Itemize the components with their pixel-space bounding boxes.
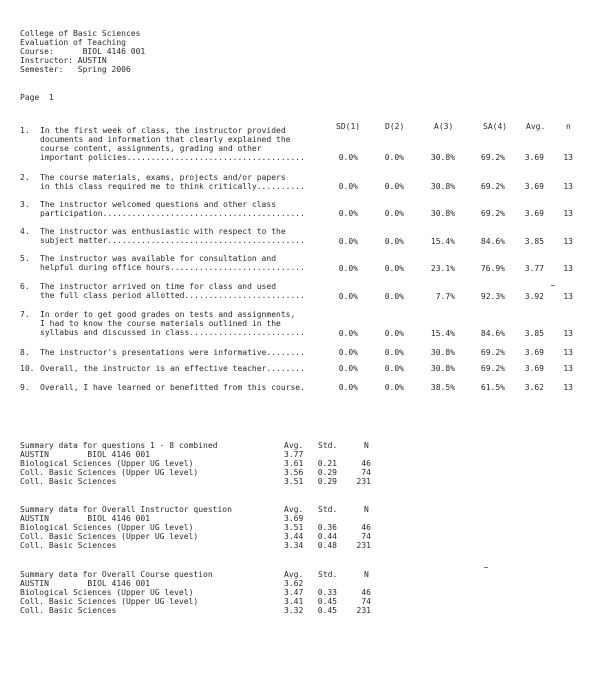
value-d: 0.0% — [384, 209, 404, 218]
value-sd: 0.0% — [338, 292, 358, 301]
value-d: 0.0% — [384, 153, 404, 162]
value-sa: 69.2% — [480, 153, 505, 162]
value-n: 13 — [563, 383, 573, 392]
summary-row-n: 231 — [356, 606, 371, 615]
summary-row-label: AUSTIN BIOL 4146 001 — [20, 514, 151, 523]
summary-row-label: Coll. Basic Sciences — [20, 606, 117, 615]
summary-row-std: 0.29 — [317, 477, 337, 486]
question-text: Overall, the instructor is an effective teacher........ — [40, 364, 305, 373]
summary-col-n: N — [364, 505, 369, 514]
value-sd: 0.0% — [338, 264, 358, 273]
value-d: 0.0% — [384, 329, 404, 338]
question-number: 6. — [20, 282, 30, 291]
summary-row-avg: 3.34 — [284, 541, 304, 550]
summary-row-label: Coll. Basic Sciences — [20, 477, 117, 486]
value-n: 13 — [563, 264, 573, 273]
summary-col-std: Std. — [318, 441, 338, 450]
summary-row-label: Coll. Basic Sciences — [20, 541, 117, 550]
summary-col-std: Std. — [318, 570, 338, 579]
question-text: The course materials, exams, projects and/or papers — [40, 173, 286, 182]
question-number: 8. — [20, 348, 30, 357]
question-number: 7. — [20, 310, 30, 319]
summary-title: Summary data for Overall Course question — [20, 570, 213, 579]
summary-row-avg: 3.47 — [284, 588, 304, 597]
value-avg: 3.85 — [524, 237, 544, 246]
value-a: 30.8% — [430, 153, 455, 162]
summary-row-label: Biological Sciences (Upper UG level) — [20, 588, 194, 597]
summary-col-avg: Avg. — [284, 570, 304, 579]
summary-title: Summary data for Overall Instructor question — [20, 505, 232, 514]
value-d: 0.0% — [384, 237, 404, 246]
col-sa: SA(4) — [483, 122, 508, 131]
value-sd: 0.0% — [338, 182, 358, 191]
value-a: 15.4% — [430, 237, 455, 246]
value-sa: 69.2% — [480, 182, 505, 191]
question-text: helpful during office hours............................ — [40, 263, 305, 272]
value-n: 13 — [563, 348, 573, 357]
value-sa: 69.2% — [480, 209, 505, 218]
question-text: The instructor's presentations were informative........ — [40, 348, 305, 357]
value-a: 7.7% — [435, 292, 455, 301]
summary-row-n: 74 — [361, 468, 371, 477]
summary-row-avg: 3.61 — [284, 459, 304, 468]
question-text: syllabus and discussed in class........................ — [40, 328, 305, 337]
question-number: 2. — [20, 173, 30, 182]
page-number: Page 1 — [20, 93, 54, 102]
summary-row-std: 0.33 — [317, 588, 337, 597]
summary-row-n: 46 — [361, 459, 371, 468]
value-avg: 3.69 — [524, 182, 544, 191]
question-text: The instructor welcomed questions and other class — [40, 200, 277, 209]
summary-col-avg: Avg. — [284, 441, 304, 450]
value-sd: 0.0% — [338, 329, 358, 338]
summary-row-avg: 3.51 — [284, 477, 304, 486]
summary-row-label: AUSTIN BIOL 4146 001 — [20, 450, 151, 459]
summary-row-n: 46 — [361, 588, 371, 597]
value-sd: 0.0% — [338, 209, 358, 218]
value-avg: 3.77 — [524, 264, 544, 273]
value-d: 0.0% — [384, 182, 404, 191]
col-avg: Avg. — [526, 122, 546, 131]
value-n: 13 — [563, 292, 573, 301]
summary-row-avg: 3.56 — [284, 468, 304, 477]
summary-col-n: N — [364, 570, 369, 579]
summary-row-std: 0.36 — [317, 523, 337, 532]
value-sd: 0.0% — [338, 364, 358, 373]
value-sd: 0.0% — [338, 153, 358, 162]
scan-mark — [484, 567, 488, 568]
value-n: 13 — [563, 329, 573, 338]
value-sd: 0.0% — [338, 348, 358, 357]
summary-row-avg: 3.51 — [284, 523, 304, 532]
value-sa: 69.2% — [480, 348, 505, 357]
value-sa: 84.6% — [480, 329, 505, 338]
question-text: The instructor was available for consultation and — [40, 254, 277, 263]
summary-row-label: Biological Sciences (Upper UG level) — [20, 523, 194, 532]
question-number: 1. — [20, 126, 30, 135]
value-d: 0.0% — [384, 264, 404, 273]
summary-row-avg: 3.69 — [284, 514, 304, 523]
summary-row-n: 231 — [356, 541, 371, 550]
summary-row-std: 0.48 — [317, 541, 337, 550]
question-number: 10. — [20, 364, 35, 373]
value-a: 30.8% — [430, 348, 455, 357]
value-sa: 69.2% — [480, 364, 505, 373]
value-d: 0.0% — [384, 348, 404, 357]
value-a: 30.8% — [430, 209, 455, 218]
summary-row-n: 74 — [361, 597, 371, 606]
summary-row-label: AUSTIN BIOL 4146 001 — [20, 579, 151, 588]
question-text: important policies..................................... — [40, 153, 305, 162]
col-a: A(3) — [434, 122, 454, 131]
value-sa: 61.5% — [480, 383, 505, 392]
question-number: 5. — [20, 254, 30, 263]
course-line: Course: BIOL 4146 001 — [20, 47, 146, 56]
value-sa: 76.9% — [480, 264, 505, 273]
col-d: D(2) — [385, 122, 405, 131]
summary-row-avg: 3.44 — [284, 532, 304, 541]
value-avg: 3.62 — [524, 383, 544, 392]
question-text: Overall, I have learned or benefitted from this course. — [40, 383, 305, 392]
value-d: 0.0% — [384, 364, 404, 373]
summary-col-avg: Avg. — [284, 505, 304, 514]
question-number: 9. — [20, 383, 30, 392]
value-a: 30.8% — [430, 364, 455, 373]
summary-row-label: Coll. Basic Sciences (Upper UG level) — [20, 597, 199, 606]
summary-row-n: 74 — [361, 532, 371, 541]
question-text: In order to get good grades on tests and assignments, — [40, 310, 296, 319]
question-text: subject matter......................................... — [40, 236, 305, 245]
semester-line: Semester: Spring 2006 — [20, 65, 131, 74]
value-n: 13 — [563, 153, 573, 162]
summary-row-avg: 3.62 — [284, 579, 304, 588]
value-a: 15.4% — [430, 329, 455, 338]
value-n: 13 — [563, 209, 573, 218]
summary-row-avg: 3.41 — [284, 597, 304, 606]
value-n: 13 — [563, 182, 573, 191]
summary-row-avg: 3.32 — [284, 606, 304, 615]
question-text: The instructor arrived on time for class and used — [40, 282, 277, 291]
summary-row-label: Biological Sciences (Upper UG level) — [20, 459, 194, 468]
value-n: 13 — [563, 237, 573, 246]
value-avg: 3.69 — [524, 153, 544, 162]
scan-mark — [551, 285, 555, 286]
question-text: I had to know the course materials outlined in the — [40, 319, 281, 328]
value-n: 13 — [563, 364, 573, 373]
summary-row-std: 0.45 — [317, 606, 337, 615]
summary-row-std: 0.21 — [317, 459, 337, 468]
value-avg: 3.69 — [524, 348, 544, 357]
question-text: documents and information that clearly explained the — [40, 135, 291, 144]
value-a: 30.8% — [430, 182, 455, 191]
question-text: in this class required me to think critically.......... — [40, 182, 305, 191]
value-sd: 0.0% — [338, 237, 358, 246]
value-sa: 92.3% — [480, 292, 505, 301]
summary-title: Summary data for questions 1 - 8 combined — [20, 441, 218, 450]
summary-col-n: N — [364, 441, 369, 450]
question-text: In the first week of class, the instructor provided — [40, 126, 286, 135]
value-d: 0.0% — [384, 292, 404, 301]
instructor-line: Instructor: AUSTIN — [20, 56, 107, 65]
summary-row-std: 0.44 — [317, 532, 337, 541]
summary-col-std: Std. — [318, 505, 338, 514]
col-n: n — [566, 122, 571, 131]
summary-row-avg: 3.77 — [284, 450, 304, 459]
college-name: College of Basic Sciences — [20, 29, 141, 38]
report-title: Evaluation of Teaching — [20, 38, 126, 47]
question-text: course content, assignments, grading and other — [40, 144, 262, 153]
summary-row-std: 0.29 — [317, 468, 337, 477]
summary-row-std: 0.45 — [317, 597, 337, 606]
value-sd: 0.0% — [338, 383, 358, 392]
summary-row-label: Coll. Basic Sciences (Upper UG level) — [20, 532, 199, 541]
summary-row-n: 46 — [361, 523, 371, 532]
value-a: 38.5% — [430, 383, 455, 392]
value-avg: 3.85 — [524, 329, 544, 338]
value-d: 0.0% — [384, 383, 404, 392]
question-text: The instructor was enthusiastic with respect to the — [40, 227, 286, 236]
summary-row-n: 231 — [356, 477, 371, 486]
summary-row-label: Coll. Basic Sciences (Upper UG level) — [20, 468, 199, 477]
value-avg: 3.69 — [524, 209, 544, 218]
value-a: 23.1% — [430, 264, 455, 273]
value-avg: 3.92 — [524, 292, 544, 301]
question-text: the full class period allotted......................... — [40, 291, 305, 300]
value-sa: 84.6% — [480, 237, 505, 246]
col-sd: SD(1) — [336, 122, 361, 131]
question-number: 3. — [20, 200, 30, 209]
question-text: participation.......................................... — [40, 209, 305, 218]
question-number: 4. — [20, 227, 30, 236]
value-avg: 3.69 — [524, 364, 544, 373]
